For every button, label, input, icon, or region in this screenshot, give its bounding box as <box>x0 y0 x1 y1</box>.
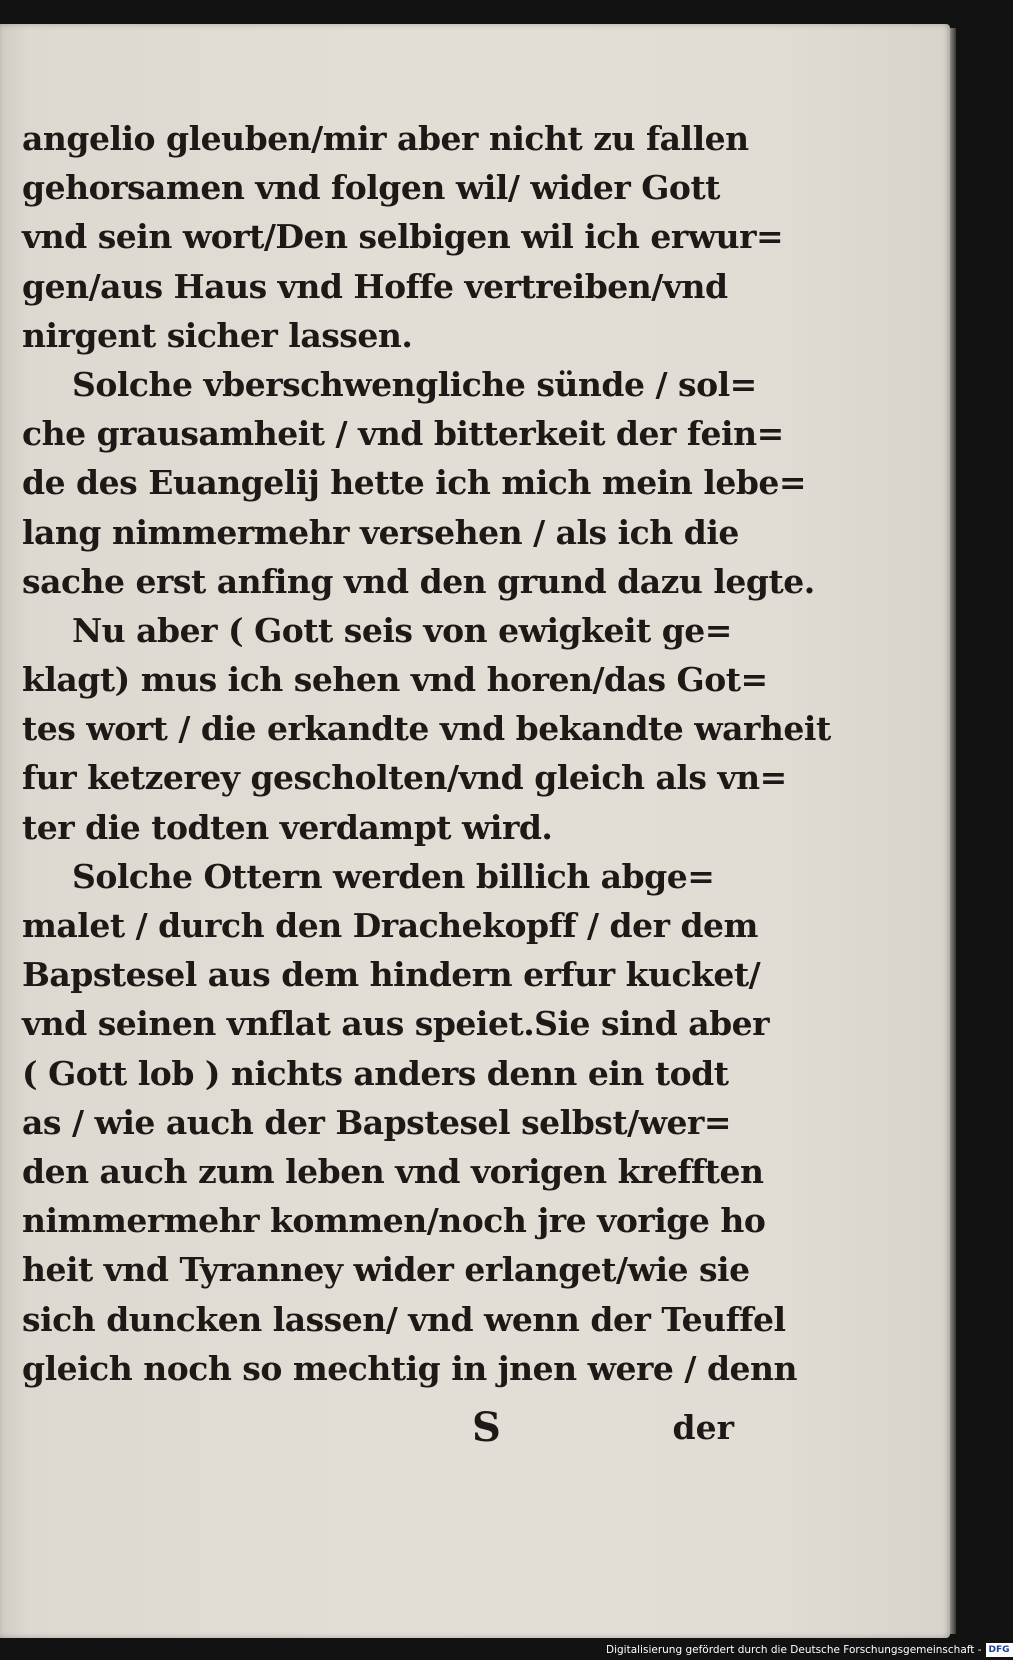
text-line: sache erst anfing vnd den grund dazu legte. <box>22 561 815 601</box>
text-line: as / wie auch der Bapstesel selbst/wer= <box>22 1102 732 1142</box>
credit-text: Digitalisierung gefördert durch die Deutsche Forschungsgemeinschaft - <box>606 1643 982 1656</box>
text-line: gen/aus Haus vnd Hoffe vertreiben/vnd <box>22 266 728 306</box>
page-edge <box>950 28 956 1634</box>
text-line: ( Gott lob ) nichts anders denn ein todt <box>22 1053 729 1093</box>
dfg-logo-icon: DFG <box>986 1643 1013 1657</box>
text-line: fur ketzerey gescholten/vnd gleich als vn= <box>22 758 787 798</box>
text-line: den auch zum leben vnd vorigen krefften <box>22 1151 764 1191</box>
page-footer <box>22 1404 734 1454</box>
text-line: sich duncken lassen/ vnd wenn der Teuffel <box>22 1299 786 1339</box>
text-line: Nu aber ( Gott seis von ewigkeit ge= <box>72 610 732 650</box>
page-text <box>22 114 831 1393</box>
text-line: Solche Ottern werden billich abge= <box>72 856 715 896</box>
text-line: de des Euangelij hette ich mich mein lebe= <box>22 463 807 503</box>
text-line: lang nimmermehr versehen / als ich die <box>22 512 739 552</box>
text-line: angelio gleuben/mir aber nicht zu fallen <box>22 119 749 158</box>
text-line: gleich noch so mechtig in jnen were / denn <box>22 1348 798 1388</box>
digitization-credit <box>606 1641 1013 1658</box>
text-line: nimmermehr kommen/noch jre vorige ho <box>22 1201 766 1241</box>
text-line: vnd sein wort/Den selbigen wil ich erwur= <box>22 217 784 257</box>
text-line: che grausamheit / vnd bitterkeit der fein= <box>22 414 784 454</box>
text-line: Bapstesel aus dem hindern erfur kucket/ <box>22 955 761 995</box>
text-line: Solche vberschwengliche sünde / sol= <box>72 364 757 404</box>
text-line: gehorsamen vnd folgen wil/ wider Gott <box>22 168 720 208</box>
text-line: klagt) mus ich sehen vnd horen/das Got= <box>22 660 768 700</box>
text-line: vnd seinen vnflat aus speiet.Sie sind aber <box>22 1004 770 1044</box>
text-line: ter die todten verdampt wird. <box>22 807 553 847</box>
catchword: der <box>672 1408 734 1447</box>
signature-mark: S <box>472 1404 501 1451</box>
book-page <box>0 24 950 1638</box>
text-line: heit vnd Tyranney wider erlanget/wie sie <box>22 1250 750 1290</box>
text-line: tes wort / die erkandte vnd bekandte warheit <box>22 709 831 749</box>
text-line: nirgent sicher lassen. <box>22 315 413 355</box>
text-line: malet / durch den Drachekopff / der dem <box>22 906 758 945</box>
